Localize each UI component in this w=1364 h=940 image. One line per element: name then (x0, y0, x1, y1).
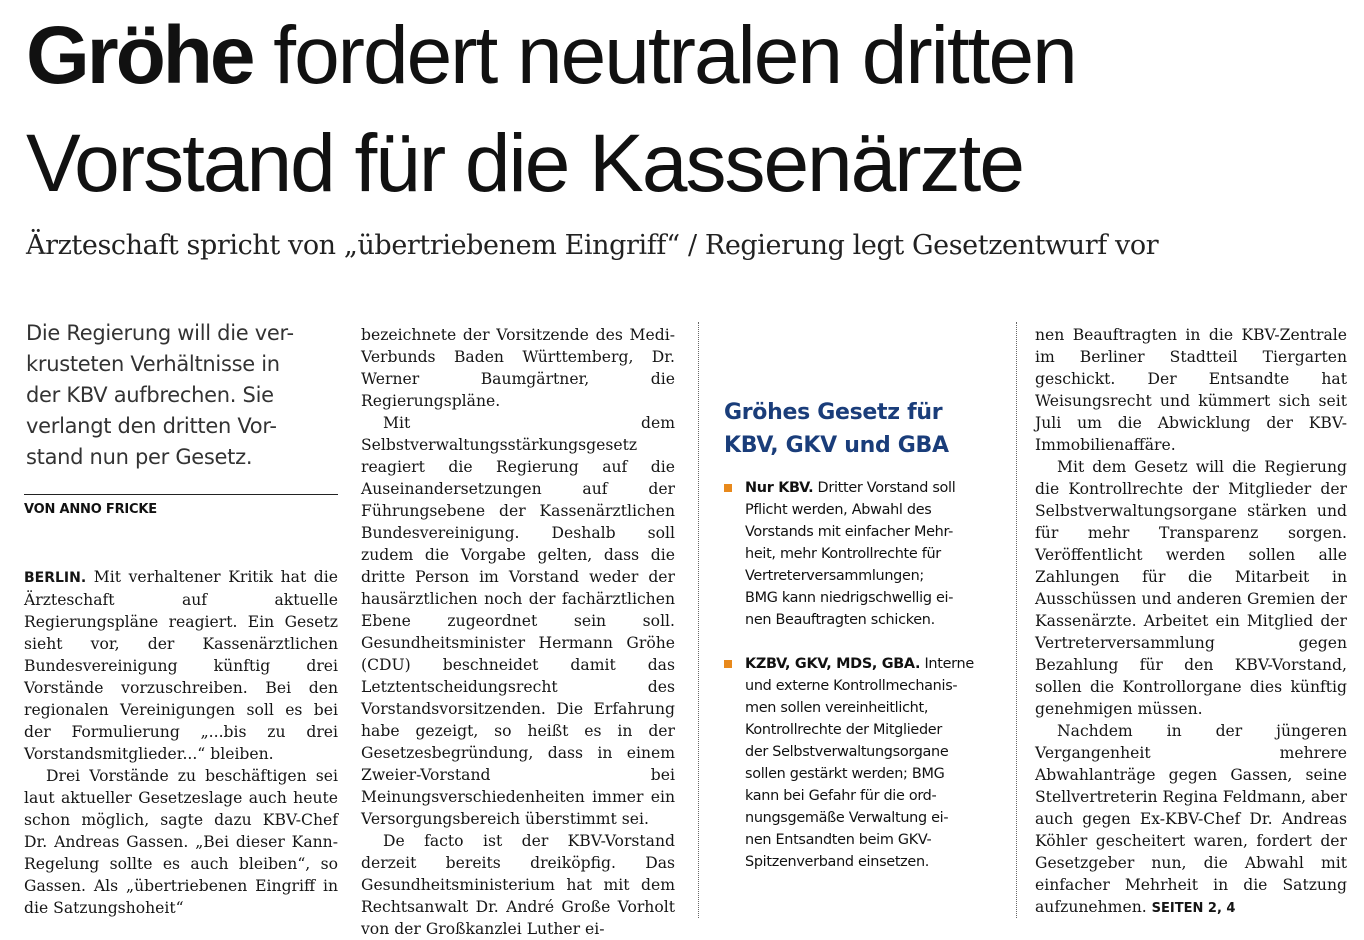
infobox-line: Spitzenverband einsetzen. (745, 854, 930, 870)
headline (26, 2, 1356, 218)
column-divider-right (1016, 322, 1017, 918)
infobox-line-text: Dritter Vorstand soll (813, 480, 956, 496)
infobox-line: heit, mehr Kontrollrechte für (745, 546, 941, 562)
dateline: BERLIN. (24, 570, 87, 586)
infobox-line: nungsgemäße Verwaltung ei- (745, 810, 949, 826)
infobox-line: BMG kann niedrigschwellig ei- (745, 590, 954, 606)
infobox-line (745, 477, 990, 499)
infobox-line: Pflicht werden, Abwahl des (745, 502, 932, 518)
byline: VON ANNO FRICKE (24, 502, 157, 517)
paragraph-text: Mit verhaltener Kritik hat die Ärzteschaft auf aktuelle Regierungspläne reagiert. Ein Gesetz sieht vor, der Kassenärztlichen Bundesvereinigung künftig drei Vorstände vorzuschreiben. Bei den regionalen Vereinigungen soll es bei der Formulierung „...bis zu drei Vorstandsmitglieder...“ bleiben. (24, 568, 338, 763)
infobox-line: und externe Kontrollmechanis- (745, 678, 958, 694)
infobox-title (724, 396, 949, 462)
orange-square-bullet-icon (724, 484, 732, 492)
lead-line: der KBV aufbrechen. Sie (26, 383, 274, 407)
lead-line: krusteten Verhältnisse in (26, 352, 280, 376)
infobox-line: der Selbstverwaltungsorgane (745, 744, 949, 760)
page-reference: SEITEN 2, 4 (1151, 901, 1236, 916)
article-paragraph (24, 566, 338, 765)
infobox-item-lead: KZBV, GKV, MDS, GBA. (745, 656, 921, 672)
infobox-item-kzbv (724, 653, 990, 873)
infobox-line: kann bei Gefahr für die ord- (745, 788, 937, 804)
article-paragraph: Mit dem Selbstverwaltungsstärkungsgesetz reagiert die Regierung auf die Auseinandersetzungen auf der Führungsebene der Kassenärztlichen Bundesvereinigung. Deshalb soll zudem die Vorgabe gelten, dass die dritte Person im Vorstand weder der hausärztlichen noch der fachärztlichen Ebene zugeordnet sein soll. Gesundheitsminister Hermann Gröhe (CDU) beschneidet damit das Letztentscheidungsrecht des Vorstandsvorsitzenden. Die Erfahrung habe gezeigt, so heißt es in der Gesetzesbegründung, dass in einem Zweier-Vorstand bei Meinungsverschiedenheiten immer ein Versorgungsbereich überstimmt sei. (361, 414, 675, 828)
article-column-1 (24, 566, 338, 919)
infobox-title-line-1: Gröhes Gesetz für (724, 400, 943, 425)
headline-line-2: Vorstand für die Kassenärzte (26, 118, 1023, 209)
headline-line-1 (26, 2, 1356, 110)
infobox-line: Vorstands mit einfacher Mehr- (745, 524, 954, 540)
article-paragraph: De facto ist der KBV-Vorstand derzeit bereits dreiköpfig. Das Gesundheitsministerium hat mit dem Rechtsanwalt Dr. André Große Vorholt von der Großkanzlei Luther ei- (361, 832, 675, 938)
infobox-line: sollen gestärkt werden; BMG (745, 766, 945, 782)
paragraph-text: Nachdem in der jüngeren Vergangenheit mehrere Abwahlanträge gegen Gassen, seine Stellvertreterin Regina Feldmann, aber auch gegen Ex-KBV-Chef Dr. Andreas Köhler gescheitert waren, fordert der Gesetzgeber nun, die Abwahl mit einfacher Mehrheit in die Satzung aufzunehmen. (1035, 722, 1347, 916)
article-paragraph (1035, 720, 1347, 920)
article-paragraph: Drei Vorstände zu beschäftigen sei laut aktueller Gesetzeslage auch heute schon möglich, sagte dazu KBV-Chef Dr. Andreas Gassen. „Bei dieser Kann-Regelung sollte es auch bleiben“, so Gassen. Als „übertriebenen Eingriff in die Satzungshoheit“ (24, 767, 338, 917)
article-column-4 (1035, 324, 1347, 920)
article-column-2 (361, 324, 675, 940)
article-paragraph: Mit dem Gesetz will die Regierung die Kontrollrechte der Mitglieder der Selbstverwaltungsorgane stärken und für mehr Transparenz sorgen. Veröffentlicht werden sollen alle Zahlungen für die Mitarbeit in Ausschüssen und anderen Gremien der Kassenärzte. Arbeitet ein Mitglied der Vertreterversammlung gegen Bezahlung für den KBV-Vorstand, sollen die Kontrollorgane dies künftig genehmigen müssen. (1035, 458, 1347, 718)
article-paragraph: nen Beauftragten in die KBV-Zentrale im Berliner Stadtteil Tiergarten geschickt. Der Entsandte hat Weisungsrecht und kümmert sich seit Juli um die Abwicklung der KBV-Immobilienaffäre. (1035, 326, 1347, 454)
infobox-line: nen Entsandten beim GKV- (745, 832, 932, 848)
subheadline: Ärzteschaft spricht von „übertriebenem Eingriff“ / Regierung legt Gesetzentwurf vor (26, 230, 1159, 261)
infobox-line: Kontrollrechte der Mitglieder (745, 722, 942, 738)
lead-line: verlangt den dritten Vor- (26, 414, 277, 438)
lead-line: Die Regierung will die ver- (26, 321, 294, 345)
byline-divider (24, 494, 338, 495)
headline-bold-name: Gröhe (26, 10, 253, 101)
infobox-title-line-2: KBV, GKV und GBA (724, 433, 949, 458)
orange-square-bullet-icon (724, 660, 732, 668)
article-paragraph: bezeichnete der Vorsitzende des Medi-Verbunds Baden Württemberg, Dr. Werner Baumgärtner, die Regierungspläne. (361, 326, 675, 410)
infobox-line-text: Interne (920, 656, 974, 672)
infobox-line: men sollen vereinheitlicht, (745, 700, 929, 716)
infobox-line (745, 653, 990, 675)
column-divider-left (698, 322, 699, 918)
infobox-line: nen Beauftragten schicken. (745, 612, 935, 628)
infobox-item-kbv (724, 477, 990, 631)
infobox-item-lead: Nur KBV. (745, 480, 814, 496)
infobox-line: Vertreterversammlungen; (745, 568, 924, 584)
lead-line: stand nun per Gesetz. (26, 445, 253, 469)
lead-paragraph (26, 318, 338, 473)
headline-rest: fordert neutralen dritten (273, 10, 1076, 101)
